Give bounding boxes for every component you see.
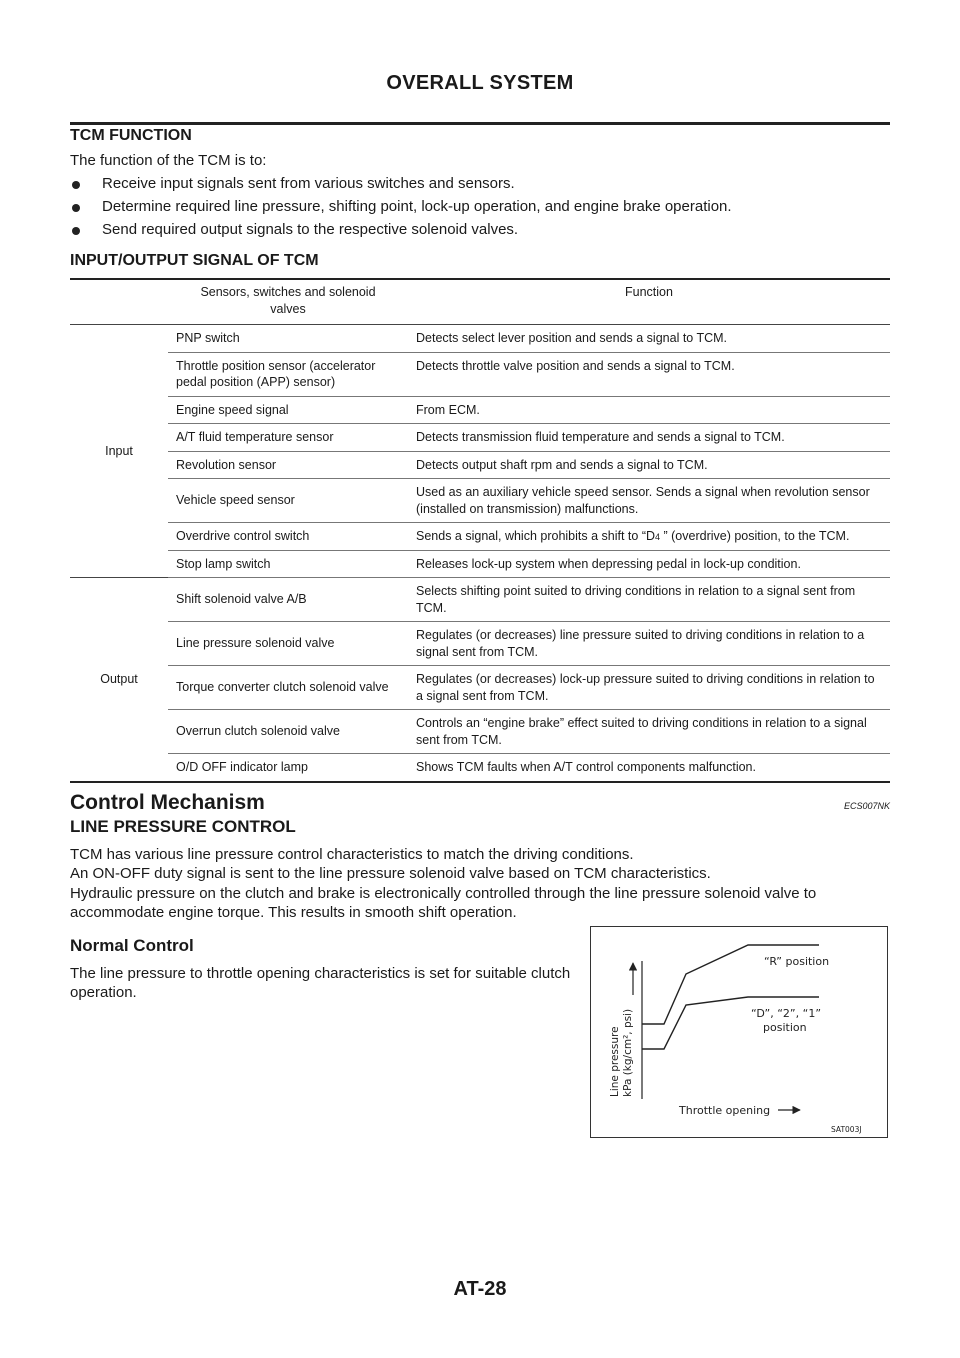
table-header-blank	[70, 279, 168, 325]
table-row	[70, 424, 890, 452]
table-row	[70, 710, 890, 754]
r-position-label: “R” position	[764, 955, 830, 968]
function-cell: Regulates (or decreases) lock-up pressure suited to driving conditions in relation to a signal sent from TCM.	[408, 666, 890, 710]
control-mechanism-header	[70, 791, 890, 815]
list-item: Send required output signals to the respective solenoid valves.	[70, 221, 890, 238]
bullet-icon	[72, 204, 80, 212]
function-cell: Detects throttle valve position and sends a signal to TCM.	[408, 352, 890, 396]
io-signal-table	[70, 278, 890, 783]
sensor-cell: Vehicle speed sensor	[168, 479, 408, 523]
header-rule	[70, 122, 890, 125]
sensor-cell: Stop lamp switch	[168, 550, 408, 578]
control-mechanism-heading: Control Mechanism	[70, 790, 265, 814]
io-table-heading: INPUT/OUTPUT SIGNAL OF TCM	[70, 252, 319, 269]
line-pressure-paragraph: TCM has various line pressure control characteristics to match the driving conditions. An ON-OFF duty signal is sent to the line pressure solenoid valve based on TCM characteristics. Hydraulic pressure on the clutch and brake is electronically controlled through the line pressure solenoid valve to accommodate engine torque. This results in smooth shift operation.	[70, 845, 817, 921]
function-cell: Detects select lever position and sends a signal to TCM.	[408, 325, 890, 353]
page-content	[70, 127, 890, 1003]
y-axis-label: Line pressure kPa (kg/cm², psi)	[609, 1008, 634, 1097]
output-group-label: Output	[70, 578, 168, 782]
input-group-label: Input	[105, 443, 133, 458]
sensor-cell: Overrun clutch solenoid valve	[168, 710, 408, 754]
d-position-label: “D”, “2”, “1” position	[751, 1007, 822, 1034]
function-cell: Detects transmission fluid temperature and sends a signal to TCM.	[408, 424, 890, 452]
sensor-cell: Shift solenoid valve A/B	[168, 578, 408, 622]
table-header-sensors: Sensors, switches and solenoid valves	[168, 279, 408, 325]
table-header-row	[70, 279, 890, 325]
sensor-cell: Throttle position sensor (accelerator pedal position (APP) sensor)	[168, 352, 408, 396]
x-axis-label: Throttle opening	[679, 1104, 771, 1117]
section-code: ECS007NK	[843, 800, 890, 811]
function-cell: Shows TCM faults when A/T control components malfunction.	[408, 754, 890, 782]
function-cell: Detects output shaft rpm and sends a signal to TCM.	[408, 451, 890, 479]
table-row	[70, 479, 890, 523]
line-pressure-heading: LINE PRESSURE CONTROL	[70, 816, 296, 836]
function-cell: Releases lock-up system when depressing pedal in lock-up condition.	[408, 550, 890, 578]
function-cell: Sends a signal, which prohibits a shift to “D4 ” (overdrive) position, to the TCM.	[408, 523, 890, 551]
line-pressure-figure	[590, 926, 888, 1138]
table-row	[70, 578, 890, 622]
table-row	[70, 325, 890, 353]
bullet-icon	[72, 227, 80, 235]
table-row	[70, 396, 890, 424]
sensor-cell: Line pressure solenoid valve	[168, 622, 408, 666]
table-row	[70, 622, 890, 666]
table-row	[70, 754, 890, 782]
list-item: Receive input signals sent from various switches and sensors.	[70, 175, 890, 192]
figure-code: SAT003J	[831, 1125, 862, 1134]
function-cell: Regulates (or decreases) line pressure suited to driving conditions in relation to a signal sent from TCM.	[408, 622, 890, 666]
table-row	[70, 550, 890, 578]
table-row	[70, 523, 890, 551]
bullet-icon	[72, 181, 80, 189]
sensor-cell: Torque converter clutch solenoid valve	[168, 666, 408, 710]
tcm-function-list	[70, 175, 890, 238]
normal-control-heading: Normal Control	[70, 935, 194, 955]
table-row	[70, 352, 890, 396]
normal-control-text: The line pressure to throttle opening characteristics is set for suitable clutch operation.	[70, 964, 571, 1001]
function-cell: Controls an “engine brake” effect suited to driving conditions in relation to a signal sent from TCM.	[408, 710, 890, 754]
sensor-cell: PNP switch	[168, 325, 408, 353]
sensor-cell: Overdrive control switch	[168, 523, 408, 551]
tcm-function-heading: TCM FUNCTION	[70, 127, 192, 144]
sensor-cell: A/T fluid temperature sensor	[168, 424, 408, 452]
sensor-cell: O/D OFF indicator lamp	[168, 754, 408, 782]
sensor-cell: Engine speed signal	[168, 396, 408, 424]
table-header-function: Function	[408, 279, 890, 325]
function-cell: Used as an auxiliary vehicle speed sensor. Sends a signal when revolution sensor (installed on transmission) malfunctions.	[408, 479, 890, 523]
page-title: OVERALL SYSTEM	[386, 72, 574, 94]
function-cell: From ECM.	[408, 396, 890, 424]
table-row	[70, 666, 890, 710]
function-cell: Selects shifting point suited to driving conditions in relation to a signal sent from TCM.	[408, 578, 890, 622]
page-number: AT-28	[453, 1278, 507, 1300]
tcm-function-intro: The function of the TCM is to:	[70, 152, 267, 169]
sensor-cell: Revolution sensor	[168, 451, 408, 479]
table-row	[70, 451, 890, 479]
line-pressure-diagram	[591, 927, 887, 1137]
list-item: Determine required line pressure, shifting point, lock-up operation, and engine brake operation.	[70, 198, 890, 215]
